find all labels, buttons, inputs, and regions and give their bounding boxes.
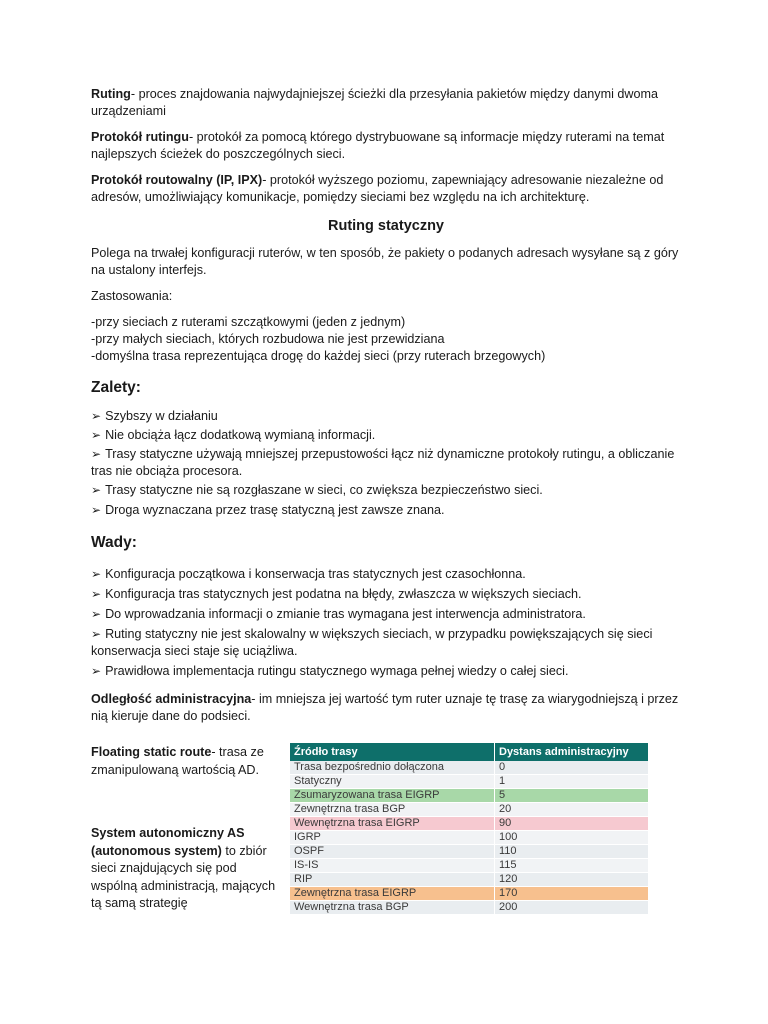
usage-item: -domyślna trasa reprezentująca drogę do każdej sieci (przy ruterach brzegowych) <box>91 349 546 363</box>
disadvantage-item <box>91 606 681 623</box>
admin-distance-table <box>290 743 649 915</box>
term-ruting: Ruting <box>91 87 131 101</box>
cell-distance: 5 <box>495 789 649 803</box>
advantage-item <box>91 482 681 499</box>
cell-source: Trasa bezpośrednio dołączona <box>290 761 495 775</box>
heading-ruting-statyczny: Ruting statyczny <box>327 218 444 234</box>
term-admin-distance: Odległość administracyjna <box>91 692 252 706</box>
table-row <box>290 873 649 887</box>
table-body <box>290 761 649 915</box>
disadvantage-item <box>91 663 681 680</box>
cell-distance: 170 <box>495 887 649 901</box>
term-floating: Floating static route <box>91 745 212 759</box>
arrow-bullet-icon: ➢ <box>91 483 102 497</box>
cell-distance: 90 <box>495 817 649 831</box>
cell-distance: 1 <box>495 775 649 789</box>
cell-distance: 100 <box>495 831 649 845</box>
disadvantage-item <box>91 566 681 583</box>
table-row <box>290 831 649 845</box>
definition-protokol-rutingu <box>91 129 681 163</box>
lower-left-column <box>91 744 281 913</box>
arrow-bullet-icon: ➢ <box>91 409 102 423</box>
usage-item: -przy małych sieciach, których rozbudowa nie jest przewidziana <box>91 332 445 346</box>
arrow-bullet-icon: ➢ <box>91 447 102 461</box>
table-row <box>290 845 649 859</box>
definition-autonomous-system <box>91 825 281 913</box>
advantage-item <box>91 427 681 444</box>
cell-source: Statyczny <box>290 775 495 789</box>
text-floating: - trasa ze zmanipulowaną wartością AD. <box>91 745 264 777</box>
term-protokol-routowalny: Protokół routowalny (IP, IPX) <box>91 173 263 187</box>
term-protokol-rutingu: Protokół rutingu <box>91 130 189 144</box>
table-row <box>290 859 649 873</box>
arrow-bullet-icon: ➢ <box>91 428 102 442</box>
cell-source: RIP <box>290 873 495 887</box>
disadvantage-item <box>91 626 681 660</box>
cell-source: Wewnętrzna trasa EIGRP <box>290 817 495 831</box>
table-row <box>290 775 649 789</box>
arrow-bullet-icon: ➢ <box>91 503 102 517</box>
usage-list <box>91 314 681 365</box>
disadvantage-text: Konfiguracja początkowa i konserwacja tras statycznych jest czasochłonna. <box>105 567 526 581</box>
document-body <box>91 86 681 725</box>
text-ruting: - proces znajdowania najwydajniejszej ścieżki dla przesyłania pakietów między danymi dwoma urządzeniami <box>91 87 658 118</box>
table-row <box>290 817 649 831</box>
advantage-item <box>91 502 681 519</box>
advantage-text: Trasy statyczne nie są rozgłaszane w sieci, co zwiększa bezpieczeństwo sieci. <box>105 483 543 497</box>
table-row <box>290 901 649 915</box>
usage-label: Zastosowania: <box>91 289 173 303</box>
heading-zalety: Zalety: <box>91 379 141 396</box>
advantage-item <box>91 446 681 480</box>
text-admin-distance: - im mniejsza jej wartość tym ruter uznaje tę trasę za wiarygodniejszą i przez nią kieruje dane do podsieci. <box>91 692 679 723</box>
table-row <box>290 761 649 775</box>
arrow-bullet-icon: ➢ <box>91 664 102 678</box>
cell-source: IS-IS <box>290 859 495 873</box>
advantage-item <box>91 408 681 425</box>
advantage-text: Nie obciąża łącz dodatkową wymianą informacji. <box>105 428 376 442</box>
disadvantage-text: Do wprowadzania informacji o zmianie tras wymagana jest interwencja administratora. <box>105 607 586 621</box>
advantage-text: Trasy statyczne używają mniejszej przepustowości łącz niż dynamiczne protokoły rutingu, a obliczanie tras nie obciąża procesora. <box>91 447 675 478</box>
arrow-bullet-icon: ➢ <box>91 607 102 621</box>
header-distance: Dystans administracyjny <box>495 743 649 761</box>
heading-wady: Wady: <box>91 534 137 551</box>
header-source: Źródło trasy <box>290 743 495 761</box>
table-row <box>290 887 649 901</box>
cell-distance: 110 <box>495 845 649 859</box>
table-row <box>290 803 649 817</box>
text-protokol-routowalny: - protokół wyższego poziomu, zapewniający adresowanie niezależne od adresów, umożliwiający komunikacje, pomiędzy sieciami bez względu na ich architekturę. <box>91 173 664 204</box>
disadvantage-text: Konfiguracja tras statycznych jest podatna na błędy, zwłaszcza w większych sieciach. <box>105 587 582 601</box>
table-row <box>290 789 649 803</box>
advantage-text: Szybszy w działaniu <box>105 409 218 423</box>
disadvantage-item <box>91 586 681 603</box>
arrow-bullet-icon: ➢ <box>91 627 102 641</box>
disadvantages-list <box>91 566 681 680</box>
static-description: Polega na trwałej konfiguracji ruterów, w ten sposób, że pakiety o podanych adresach wysyłane są z góry na ustalony interfejs. <box>91 246 679 277</box>
cell-source: Zewnętrzna trasa BGP <box>290 803 495 817</box>
cell-source: IGRP <box>290 831 495 845</box>
cell-source: Zewnętrzna trasa EIGRP <box>290 887 495 901</box>
table-header-row <box>290 743 649 761</box>
arrow-bullet-icon: ➢ <box>91 587 102 601</box>
definition-admin-distance <box>91 691 681 725</box>
arrow-bullet-icon: ➢ <box>91 567 102 581</box>
disadvantage-text: Prawidłowa implementacja rutingu statycznego wymaga pełnej wiedzy o całej sieci. <box>105 664 569 678</box>
definition-ruting <box>91 86 681 120</box>
cell-source: OSPF <box>290 845 495 859</box>
cell-distance: 20 <box>495 803 649 817</box>
text-as: to zbiór sieci znajdujących się pod wspólną administracją, mających tą samą strategię <box>91 843 276 910</box>
cell-distance: 200 <box>495 901 649 915</box>
disadvantage-text: Ruting statyczny nie jest skalowalny w większych sieciach, w przypadku powiększających się sieci konserwacja sieci staje się uciążliwa. <box>91 627 653 658</box>
usage-item: -przy sieciach z ruterami szczątkowymi (jeden z jednym) <box>91 315 406 329</box>
definition-floating-static-route <box>91 744 281 779</box>
definition-protokol-routowalny <box>91 172 681 206</box>
advantages-list <box>91 408 681 519</box>
cell-distance: 0 <box>495 761 649 775</box>
term-as: System autonomiczny AS (autonomous system) <box>91 826 245 858</box>
cell-distance: 115 <box>495 859 649 873</box>
cell-distance: 120 <box>495 873 649 887</box>
cell-source: Zsumaryzowana trasa EIGRP <box>290 789 495 803</box>
advantage-text: Droga wyznaczana przez trasę statyczną jest zawsze znana. <box>105 503 445 517</box>
text-protokol-rutingu: - protokół za pomocą którego dystrybuowane są informacje między ruterami na temat najlepszych ścieżek do poszczególnych sieci. <box>91 130 665 161</box>
cell-source: Wewnętrzna trasa BGP <box>290 901 495 915</box>
